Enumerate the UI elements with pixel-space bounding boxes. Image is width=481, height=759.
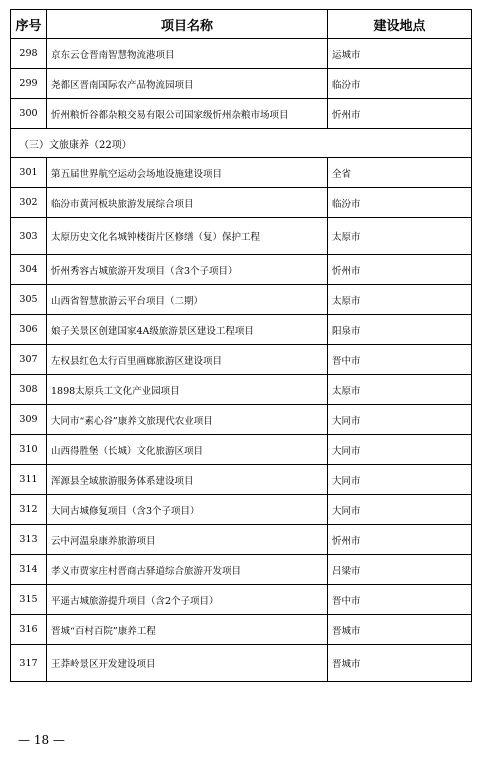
row-location: 太原市 [328, 375, 472, 405]
project-table-container [10, 9, 471, 682]
row-location: 运城市 [328, 39, 472, 69]
header-no: 序号 [11, 10, 47, 39]
row-location: 全省 [328, 158, 472, 188]
row-no: 304 [11, 255, 47, 285]
row-name: 1898太原兵工文化产业园项目 [47, 375, 328, 405]
row-no: 301 [11, 158, 47, 188]
row-no: 306 [11, 315, 47, 345]
row-name: 孝义市贾家庄村晋商古驿道综合旅游开发项目 [47, 555, 328, 585]
row-location: 忻州市 [328, 99, 472, 129]
row-no: 300 [11, 99, 47, 129]
row-no: 299 [11, 69, 47, 99]
row-location: 晋中市 [328, 345, 472, 375]
row-no: 308 [11, 375, 47, 405]
header-location: 建设地点 [328, 10, 472, 39]
section-row [11, 129, 472, 158]
row-location: 吕梁市 [328, 555, 472, 585]
table-row [11, 99, 472, 129]
table-row [11, 495, 472, 525]
row-location: 忻州市 [328, 255, 472, 285]
table-row [11, 405, 472, 435]
row-location: 太原市 [328, 218, 472, 255]
row-no: 314 [11, 555, 47, 585]
row-no: 310 [11, 435, 47, 465]
row-name: 太原历史文化名城钟楼街片区修缮（复）保护工程 [47, 218, 328, 255]
row-location: 大同市 [328, 495, 472, 525]
row-name: 大同古城修复项目（含3个子项目） [47, 495, 328, 525]
row-name: 云中河温泉康养旅游项目 [47, 525, 328, 555]
row-location: 晋城市 [328, 645, 472, 682]
row-location: 晋中市 [328, 585, 472, 615]
row-name: 第五届世界航空运动会场地设施建设项目 [47, 158, 328, 188]
table-row [11, 435, 472, 465]
row-location: 临汾市 [328, 69, 472, 99]
row-location: 阳泉市 [328, 315, 472, 345]
page-number: — 18 — [18, 733, 65, 747]
row-name: 山西得胜堡（长城）文化旅游区项目 [47, 435, 328, 465]
row-name: 忻州秀容古城旅游开发项目（含3个子项目） [47, 255, 328, 285]
row-name: 左权县红色太行百里画廊旅游区建设项目 [47, 345, 328, 375]
table-row [11, 615, 472, 645]
row-no: 316 [11, 615, 47, 645]
row-name: 浑源县全域旅游服务体系建设项目 [47, 465, 328, 495]
project-table [10, 9, 472, 682]
table-row [11, 255, 472, 285]
table-row [11, 158, 472, 188]
row-name: 平遥古城旅游提升项目（含2个子项目） [47, 585, 328, 615]
table-row [11, 585, 472, 615]
row-name: 忻州粮忻谷都杂粮交易有限公司国家级忻州杂粮市场项目 [47, 99, 328, 129]
header-name: 项目名称 [47, 10, 328, 39]
row-no: 303 [11, 218, 47, 255]
row-no: 305 [11, 285, 47, 315]
row-location: 大同市 [328, 435, 472, 465]
row-no: 302 [11, 188, 47, 218]
table-row [11, 285, 472, 315]
row-location: 大同市 [328, 465, 472, 495]
row-no: 313 [11, 525, 47, 555]
table-row [11, 375, 472, 405]
table-header-row [11, 10, 472, 39]
row-no: 307 [11, 345, 47, 375]
row-no: 309 [11, 405, 47, 435]
row-name: 晋城“百村百院”康养工程 [47, 615, 328, 645]
row-no: 311 [11, 465, 47, 495]
table-row [11, 645, 472, 682]
table-row [11, 345, 472, 375]
row-name: 临汾市黄河板块旅游发展综合项目 [47, 188, 328, 218]
table-row [11, 555, 472, 585]
table-row [11, 188, 472, 218]
row-location: 晋城市 [328, 615, 472, 645]
table-row [11, 39, 472, 69]
row-no: 315 [11, 585, 47, 615]
table-row [11, 218, 472, 255]
row-name: 尧都区晋南国际农产品物流园项目 [47, 69, 328, 99]
row-no: 317 [11, 645, 47, 682]
row-name: 娘子关景区创建国家4A级旅游景区建设工程项目 [47, 315, 328, 345]
row-no: 312 [11, 495, 47, 525]
row-location: 大同市 [328, 405, 472, 435]
row-name: 山西省智慧旅游云平台项目（二期） [47, 285, 328, 315]
row-name: 大同市“素心谷”康养文旅现代农业项目 [47, 405, 328, 435]
section-title: （三）文旅康养（22项） [11, 129, 472, 158]
row-location: 忻州市 [328, 525, 472, 555]
table-row [11, 69, 472, 99]
row-location: 太原市 [328, 285, 472, 315]
row-name: 京东云仓晋南智慧物流港项目 [47, 39, 328, 69]
row-location: 临汾市 [328, 188, 472, 218]
row-no: 298 [11, 39, 47, 69]
row-name: 王莽岭景区开发建设项目 [47, 645, 328, 682]
table-row [11, 525, 472, 555]
table-row [11, 315, 472, 345]
table-row [11, 465, 472, 495]
